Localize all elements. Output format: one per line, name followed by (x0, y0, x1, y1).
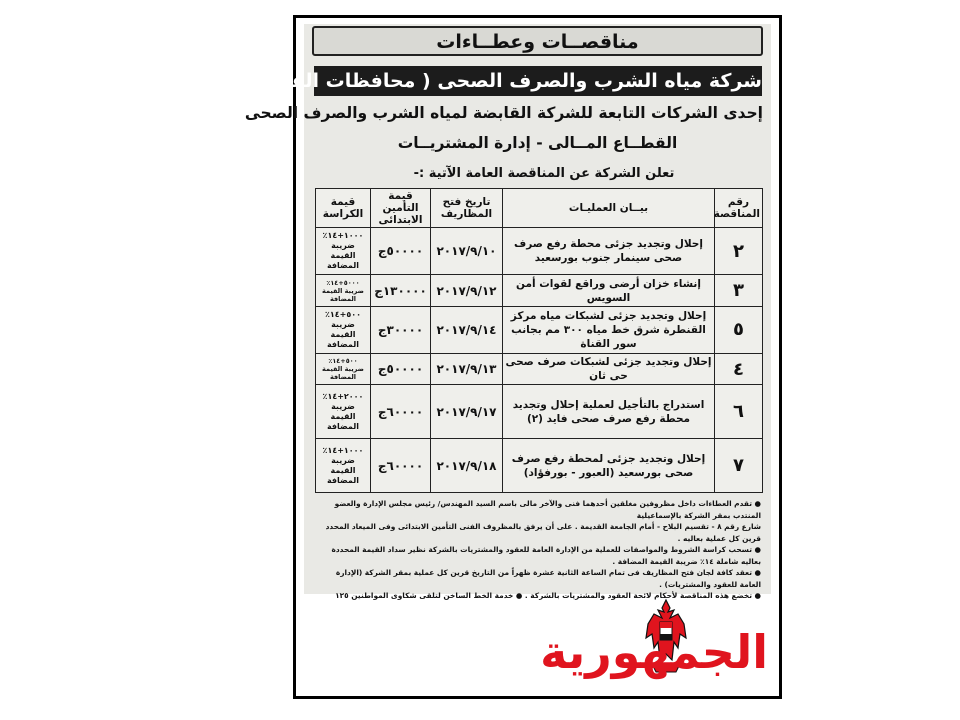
ad-frame (244, 15, 782, 699)
table-row (316, 385, 763, 439)
booklet-fee: ١٠٠٠+١٤٪ ضريبة القيمة المضافة (316, 228, 371, 275)
newspaper-logo (540, 598, 768, 694)
tender-operation: إحلال وتجديد جزئى لمحطة رفع صرف صحى بورسعيد (العبور - بورفؤاد) (503, 439, 715, 493)
tenders-table (315, 188, 763, 493)
newspaper-clipping (244, 24, 771, 600)
opening-date: ٢٠١٧/٩/١٤ (431, 306, 503, 353)
table-row (316, 354, 763, 385)
note-item: ● تسحب كراسة الشروط والمواصفات للعملية من الإدارة العامة للعقود والمشتريات بالشركة نظير سداد القيمة المحددة بعاليه شاملة ١٤٪ ضريبة القيمة المضافة . (331, 545, 761, 566)
header-tender-number: رقم المناقصة (715, 189, 763, 228)
table-row (316, 228, 763, 275)
tender-number: ٥ (715, 306, 763, 353)
note-item: ● تقدم العطاءات داخل مظروفين مغلقين أحدهما فنى والآخر مالى باسم السيد المهندس/ رئيس مجلس الإدارة والعضو المنتدب بمقر الشركة بالإسماعيلية (334, 499, 761, 520)
tender-number: ٤ (715, 354, 763, 385)
tender-number: ٧ (715, 439, 763, 493)
header-booklet-fee: قيمة الكراسة (316, 189, 371, 228)
header-opening-date: تاريخ فتح المظاريف (431, 189, 503, 228)
tender-number: ٦ (715, 385, 763, 439)
booklet-fee: ٥٠٠٠+١٤٪ ضريبة القيمة المضافة (316, 275, 371, 306)
opening-date: ٢٠١٧/٩/١٧ (431, 385, 503, 439)
opening-date: ٢٠١٧/٩/١٣ (431, 354, 503, 385)
header-initial-insurance: قيمة التأمين الابتدائى (371, 189, 431, 228)
tender-number: ٣ (715, 275, 763, 306)
tender-operation: استدراج بالتأجيل لعملية إحلال وتجديد محطة رفع صرف صحى فايد (٢) (503, 385, 715, 439)
tender-operation: إحلال وتجديد جزئى محطة رفع صرف صحى سينمار جنوب بورسعيد (503, 228, 715, 275)
company-subtitle: إحدى الشركات التابعة للشركة القابضة لمياه الشرب والصرف الصحى (244, 104, 763, 122)
tender-operation: إحلال وتجديد جزئى لشبكات صرف صحى حى ثان (503, 354, 715, 385)
note-item: شارع رقم ٨ - تقسيم البلاح - أمام الجامعة القديمة . على أن يرفق بالمظروف الفنى التأمين الابتدائى وفى الميعاد المحدد قرين كل عملية بعاليه . (325, 522, 761, 543)
booklet-fee: ٢٠٠٠+١٤٪ ضريبة القيمة المضافة (316, 385, 371, 439)
opening-date: ٢٠١٧/٩/١٠ (431, 228, 503, 275)
initial-insurance: ٣٠٠٠٠ج (371, 306, 431, 353)
initial-insurance: ٦٠٠٠٠ج (371, 439, 431, 493)
opening-date: ٢٠١٧/٩/١٢ (431, 275, 503, 306)
initial-insurance: ١٣٠٠٠٠ج (371, 275, 431, 306)
initial-insurance: ٥٠٠٠٠ج (371, 228, 431, 275)
logo-wordmark: الجمهورية (540, 625, 768, 679)
table-header-row (316, 189, 763, 228)
booklet-fee: ٥٠٠+١٤٪ ضريبة القيمة المضافة (316, 354, 371, 385)
opening-date: ٢٠١٧/٩/١٨ (431, 439, 503, 493)
department-line: القطــاع المــالى - إدارة المشتريــات (397, 134, 678, 152)
table-row (316, 306, 763, 353)
table-row (316, 439, 763, 493)
note-item: ● تخضع هذه المناقصة لأحكام لائحة العقود والمشتريات بالشركة . ● خدمة الخط الساخن لتلقى شكاوى المواطنين ١٢٥ (335, 591, 761, 600)
initial-insurance: ٥٠٠٠٠ج (371, 354, 431, 385)
section-banner: مناقصــات وعطــاءات (312, 26, 763, 56)
announcement-intro: تعلن الشركة عن المناقصة العامة الآتية :- (413, 166, 675, 181)
tender-operation: إحلال وتجديد جزئى لشبكات مياه مركز القنطرة شرق خط مياه ٣٠٠ مم بجانب سور القناة (503, 306, 715, 353)
terms-notes (316, 498, 761, 602)
tender-operation: إنشاء خزان أرضى وراقع لقوات أمن السويس (503, 275, 715, 306)
booklet-fee: ٥٠٠+١٤٪ ضريبة القيمة المضافة (316, 306, 371, 353)
header-operations: بيــان العمليـات (503, 189, 715, 228)
note-item: ● تعقد كافة لجان فتح المظاريف فى تمام الساعة الثانية عشرة ظهراً من التاريخ قرين كل عملية بمقر الشركة (الإدارة العامة للعقود والمشتريات) . (335, 568, 761, 589)
initial-insurance: ٦٠٠٠٠ج (371, 385, 431, 439)
tender-number: ٢ (715, 228, 763, 275)
table-row (316, 275, 763, 306)
company-title: شركة مياه الشرب والصرف الصحى ( محافظات القناة ) (314, 66, 762, 96)
booklet-fee: ١٠٠٠+١٤٪ ضريبة القيمة المضافة (316, 439, 371, 493)
